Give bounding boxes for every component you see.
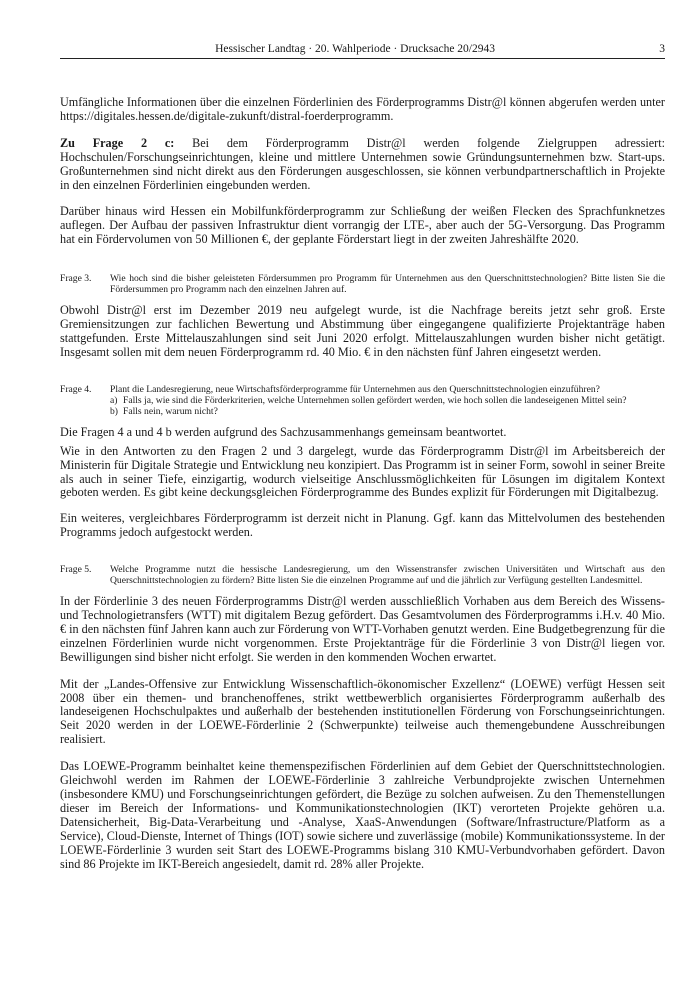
answer-4-paragraph-2: Wie in den Antworten zu den Fragen 2 und 3 dargelegt, wurde das Förderprogramm Distr@l im Arbeitsbereich der Ministerin für Digitale Strategie und Entwicklung neu konzipiert. Das Programm ist in seiner Form, sowohl in seiner Breite als auch in seiner Tiefe, einzigartig, wodurch vielseitige Anschlussmöglichkeiten für Lösungen im digitalem Kontext geboten werden. Es gibt keine deckungsgleichen Förderprogramme des Bundes explizit für Förderungen mit Digitalbezug. (60, 443, 665, 500)
answer-5-paragraph-3: Das LOEWE-Programm beinhaltet keine themenspezifischen Förderlinien auf dem Gebiet der Querschnittstechnologien. Gleichwohl werden im Rahmen der LOEWE-Förderlinie 3 zahlreiche Verbundprojekte zwischen Unternehmen (insbesondere KMU) und Forschungseinrichtungen gefördert, die Bezüge zu solchen aufweisen. Zu den Themenstellungen dieser im Bereich der Informations- und Kommunikationstechnologien (IKT) verorteten Projekte gehören u.a. Datensicherheit, Big-Data-Verarbeitung und -Analyse, XaaS-Anwendungen (Software/Infrastructure/Platform as a Service), Cloud-Dienste, Internet of Things (IOT) sowie sichere und zuverlässige (mobile) Kommunikationssysteme. In der LOEWE-Förderlinie 3 wurden seit Start des LOEWE-Programms bislang 310 KMU-Verbundvorhaben gefördert. Davon sind 86 Projekte im IKT-Bereich angesiedelt, damit rd. 28% aller Projekte. (60, 759, 665, 871)
question-4a-text: Falls ja, wie sind die Förderkriterien, welche Unternehmen sollen gefördert werden, wie hoch sollen die landeseigenen Mittel sein? (123, 394, 627, 406)
answer-5-paragraph-2: Mit der „Landes-Offensive zur Entwicklung Wissenschaftlich-ökonomischer Exzellenz“ (LOEWE) verfügt Hessen seit 2008 über ein themen- und branchenoffenes, strikt wettbewerblich organisiertes Förderprogramm außerhalb des landeseigenen Hochschulpaktes und außerhalb der bestehenden institutionellen Förderung von Forschungseinrichtungen. Seit 2020 werden in der LOEWE-Förderlinie 2 (Schwerpunkte) teilweise auch themengebundene Ausschreibungen realisiert. (60, 676, 665, 747)
question-3 (60, 273, 665, 295)
question-4a (110, 395, 665, 406)
question-4b-text: Falls nein, warum nicht? (123, 405, 218, 417)
intro-paragraph: Umfängliche Informationen über die einzelnen Förderlinien des Förderprogramms Distr@l können abgerufen werden unter https://digitales.hessen.de/digitale-zukunft/distral-foerderprogramm. (60, 95, 665, 123)
question-3-label: Frage 3. (60, 273, 92, 285)
answer-4-paragraph-1: Die Fragen 4 a und 4 b werden aufgrund des Sachzusammenhangs gemeinsam beantwortet. (60, 424, 507, 439)
answer-2c-paragraph-2: Darüber hinaus wird Hessen ein Mobilfunkförderprogramm zur Schließung der weißen Flecken des Sprachfunknetzes auflegen. Der Aufbau der passiven Infrastruktur dient vorrangig der LTE-, aber auch der 5G-Versorgung. Das Programm hat ein Fördervolumen von 50 Millionen €, der geplante Förderstart liegt in der zweiten Jahreshälfte 2020. (60, 204, 665, 247)
question-4b-label: b) (110, 405, 118, 417)
question-4 (60, 384, 665, 417)
question-4-text: Plant die Landesregierung, neue Wirtschaftsförderprogramme für Unternehmen aus den Querschnittstechnologien einzuführen? (110, 383, 600, 395)
running-title: Hessischer Landtag · 20. Wahlperiode · Drucksache 20/2943 (215, 43, 495, 55)
answer-3-paragraph: Obwohl Distr@l erst im Dezember 2019 neu aufgelegt wurde, ist die Nachfrage bereits jetzt sehr groß. Erste Gremiensitzungen zur fachlichen Bewertung und Abstimmung über eingegangene qualifizierte Projektanträge haben stattgefunden. Erste Mittelauszahlungen sind seit Juni 2020 erfolgt. Mittelauszahlungen wurden bisher nicht getätigt. Insgesamt sollen mit dem neuen Förderprogramm rd. 40 Mio. € in den nächsten fünf Jahren eingesetzt werden. (60, 303, 665, 359)
question-5 (60, 564, 665, 586)
running-header (60, 42, 665, 59)
question-4-label: Frage 4. (60, 383, 92, 395)
answer-2c-text: Bei dem Förderprogramm Distr@l werden folgende Zielgruppen adressiert: Hochschulen/Forschungseinrichtungen, kleine und mittlere Unternehmen sowie Gründungsunternehmen bzw. Start-ups. Großunternehmen sind nicht direkt aus den Förderungen ausgeschlossen, sie können verbundpartnerschaftlich in Projekte in den einzelnen Förderlinien eingebunden werden. (60, 135, 665, 192)
page-number: 3 (659, 43, 665, 55)
answer-2c-label: Zu Frage 2 c: (60, 135, 175, 150)
answer-4-paragraph-3: Ein weiteres, vergleichbares Förderprogramm ist derzeit nicht in Planung. Ggf. kann das Mittelvolumen des bestehenden Programms jedoch aufgestockt werden. (60, 511, 665, 540)
question-5-label: Frage 5. (60, 564, 92, 576)
question-4a-label: a) (110, 394, 118, 406)
document-body (60, 96, 665, 871)
question-5-text: Welche Programme nutzt die hessische Landesregierung, um den Wissenstransfer zwischen Universitäten und Wirtschaft aus den Querschnittstechnologien zu fördern? Bitte listen Sie die einzelnen Programme auf und die jährlich zur Verfügung gestellten Landesmittel. (110, 564, 665, 587)
answer-2c-paragraph (60, 137, 665, 193)
question-3-text: Wie hoch sind die bisher geleisteten Fördersummen pro Programm für Unternehmen aus den Querschnittstechnologien? Bitte listen Sie die Fördersummen pro Programm nach den einzelnen Jahren auf. (110, 273, 665, 296)
question-4b (110, 406, 665, 417)
answer-5-paragraph-1: In der Förderlinie 3 des neuen Förderprogramms Distr@l werden ausschließlich Vorhaben aus dem Bereich des Wissens- und Technologietransfers (WTT) mit digitalem Bezug gefördert. Das Gesamtvolumen des Förderprogramms i.H.v. 40 Mio. € in den nächsten fünf Jahren kann auch zur Förderung von WTT-Vorhaben genutzt werden. Eine Budgetbegrenzung für die einzelnen Förderlinien wurde nicht vorgenommen. Erste Projektanträge für die Förderlinie 3 von Distr@l liegen vor. Bewilligungen sind bisher nicht erfolgt. Sie werden in den kommenden Wochen erwartet. (60, 594, 665, 664)
